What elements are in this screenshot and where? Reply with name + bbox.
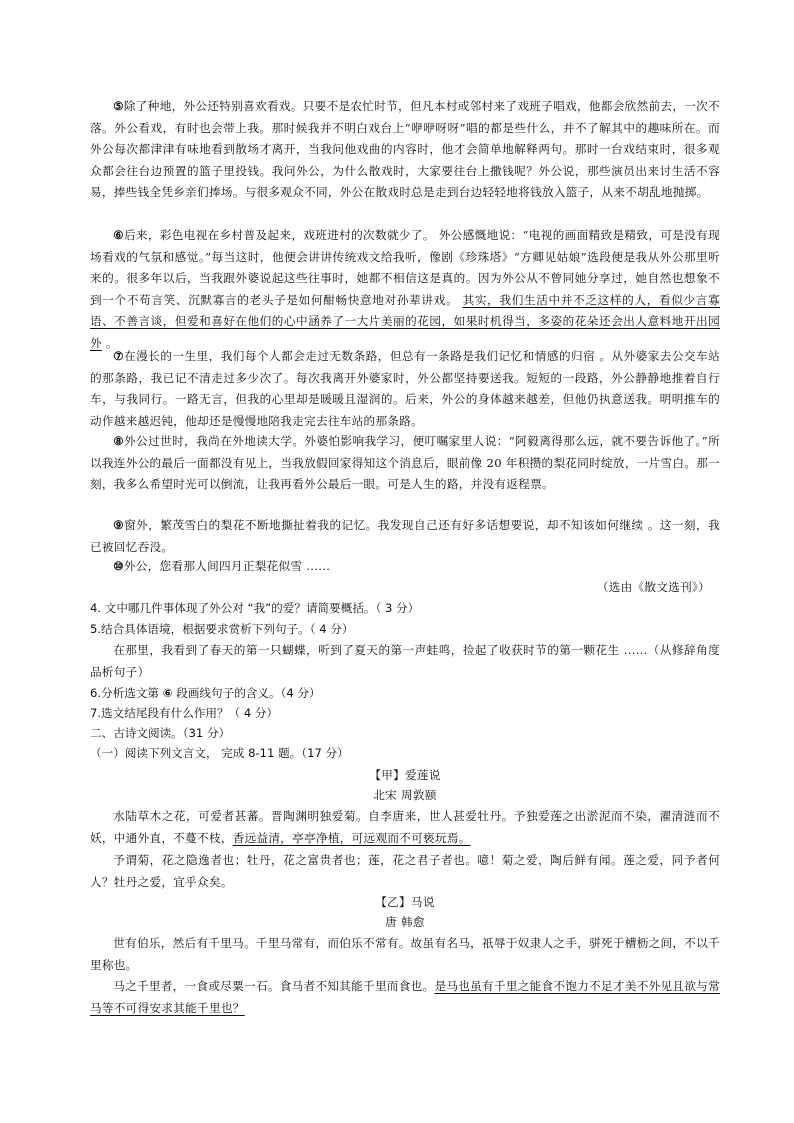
paragraph-number: ⑨ — [113, 518, 125, 532]
question-6-rest: 段画线句子的含义。（4 分） — [176, 686, 321, 700]
jia-paragraph-1 — [90, 806, 720, 849]
question-6-text: 6.分析选文第 — [90, 686, 160, 700]
yi-paragraph-2 — [90, 976, 720, 1019]
question-4: 4. 文中哪几件事体现了外公对 “我”的爱？请简要概括。（ 3 分） — [90, 601, 420, 615]
jia-text: 水陆草木之花，可爱者甚蕃。晋陶渊明独爱菊。自李唐来，世人甚爱牡丹。予独爱莲之出淤泥而不染，濯清涟而不妖，中通外直，不蔓不枝， — [90, 809, 720, 845]
paragraph-text: 外公，您看那人间四月正梨花似雪 ...... — [123, 559, 331, 573]
underlined-sentence: 香远益清，亭亭净植，可远观而不可亵玩焉。 — [232, 830, 471, 845]
text-author-yi: 唐 韩愈 — [385, 915, 425, 929]
paragraph-number: ⑥ — [113, 228, 124, 242]
underlined-sentence: 其实，我们生活中并不乏这样的人，看似少言寡语、不善言谈，但爱和喜好在他们的心中涵养了一大片美丽的花园，如果时机得当，多姿的花朵还会出人意料地开出园外 — [90, 292, 720, 350]
question-5-sentence: 在那里，我看到了春天的第一只蝴蝶，听到了夏天的第一声蛙鸣，捡起了收获时节的第一颗花生 ......（从修辞角度品析句子） — [90, 643, 720, 679]
question-5: 5.结合具体语境，根据要求赏析下列句子。（ 4 分） — [90, 622, 354, 636]
paragraph-text: 在漫长的一生里，我们每个人都会走过无数条路，但总有一条路是我们记忆和情感的归宿 。从外婆家去公交车站的那条路，我已记不清走过多少次了。每次我离开外婆家时，外公都坚持要送我。短短的一段路，外公静静地推着自行车，与我同行。一路无言，但我的心里却是暖暖且湿润的。后来，外公的身体越来越差，但他仍执意送我。明明推车的动作越来越迟钝，他却还是慢慢地陪我走完去往车站的那条路。 — [90, 349, 720, 428]
question-7: 7.选文结尾段有什么作用？（ 4 分） — [90, 706, 279, 720]
section-heading: 二、古诗文阅读。（31 分） — [90, 726, 231, 740]
paragraph-10 — [90, 556, 720, 578]
text-author-jia: 北宋 周敦颐 — [373, 788, 437, 802]
paragraph-number: ⑩ — [113, 559, 124, 573]
yi-text: 马之千里者，一食或尽粟一石。食马者不知其能千里而食也。 — [113, 979, 435, 993]
paragraph-5 — [90, 96, 720, 204]
jia-paragraph-2: 予谓菊，花之隐逸者也；牡丹，花之富贵者也；莲，花之君子者也。噫！菊之爱，陶后鲜有闻。莲之爱，同予者何人？牡丹之爱，宜乎众矣。 — [90, 853, 720, 889]
paragraph-9 — [90, 515, 720, 558]
paragraph-number: ⑤ — [113, 99, 124, 113]
source-note: （选由《散文选刊》） — [596, 580, 710, 594]
text-title-jia: 【甲】爱莲说 — [369, 768, 441, 782]
paragraph-number: ⑥ — [162, 686, 173, 700]
paragraph-number: ⑧ — [113, 434, 125, 448]
paragraph-text: 后来，彩色电视在乡村普及起来，戏班进村的次数就少了。 外公感慨地说：“电视的画面精致是精致，可是没有现场看戏的气氛和感觉。”每当这时，他便会讲讲传统戏文给我听，像剧《珍珠塔》“方卿见姑娘”选段便是我从外公那里听来的。很多年以后，当我跟外婆说起这些往事时，她都不相信这是真的。因为外公从不曾同她分享过，她自然也想象不到一个不苟言笑、沉默寡言的老头子是如何酣畅快意地对孙辈讲戏。 — [90, 228, 720, 307]
paragraph-7 — [90, 346, 720, 432]
paragraph-text: 窗外，繁茂雪白的梨花不断地撕扯着我的记忆。我发现自己还有好多话想要说，却不知该如何继续 。这一刻，我已被回忆吞没。 — [90, 518, 720, 554]
underlined-sentence: 是马也虽有千里之能食不饱力不足才美不外见且欲与常马等不可得安求其能千里也？ — [90, 979, 721, 1015]
text-title-yi: 【乙】马说 — [375, 895, 435, 909]
paragraph-text: 除了种地，外公还特别喜欢看戏。只要不是农忙时节，但凡本村或邻村来了戏班子唱戏，他都会欣然前去，一次不落。外公看戏，有时也会带上我。那时候我并不明白戏台上“咿咿呀呀”唱的都是些什么，并不了解其中的趣味所在。而外公每次都津津有味地看到散场才离开，当我问他戏曲的内容时，他才会简单地解释两句。那时一台戏结束时，很多观众都会往台边预置的篮子里投钱。我问外公，为什么散戏时，大家要往台上撒钱呢？外公说，那些演员出来讨生活不容易，捧些钱全凭乡亲们捧场。与很多观众不同，外公在散戏时总是走到台边轻轻地将钱放入篮子，从来不胡乱地抛掷。 — [90, 99, 720, 199]
question-6 — [90, 683, 730, 703]
yi-paragraph-1: 世有伯乐，然后有千里马。千里马常有，而伯乐不常有。故虽有名马，祇辱于奴隶人之手，骈死于槽枥之间，不以千里称也。 — [90, 936, 720, 972]
subsection-heading: （一）阅读下列文言文， 完成 8-11 题。（17 分） — [90, 746, 349, 760]
paragraph-number: ⑦ — [113, 349, 125, 363]
paragraph-text: 外公过世时，我尚在外地读大学。外婆怕影响我学习，便叮嘱家里人说：“阿毅离得那么远，就不要告诉他了。”所以我连外公的最后一面都没有见上，当我放假回家得知这个消息后，眼前像 20 年积攒的梨花同时绽放，一片雪白。那一刻，我多么希望时光可以倒流，让我再看外公最后一眼。可是人生的路，并没有返程票。 — [90, 434, 720, 491]
paragraph-6: ⑥后来，彩色电视在乡村普及起来，戏班进村的次数就少了。 外公感慨地说：“电视的画面精致是精致，可是没有现场看戏的气氛和感觉。”每当这时，他便会讲讲传统戏文给我听，像剧《珍珠塔》“方卿见姑娘”选段便是我从外公那里听来的。很多年以后，当我跟外婆说起这些往事时，她都不相信这是真的。因为外公从不曾同她分享过，她自然也想象不到一个不苟言笑、沉默寡言的老头子是如何酣畅快意地对孙辈讲戏。 其实，我们生活中并不乏这样的人，看似少言寡语、不善言谈，但爱和喜好在他们的心中涵养了一大片美丽的花园，如果时机得当，多姿的花朵还会出人意料地开出园外 。 — [90, 228, 720, 350]
paragraph-8 — [90, 431, 720, 496]
